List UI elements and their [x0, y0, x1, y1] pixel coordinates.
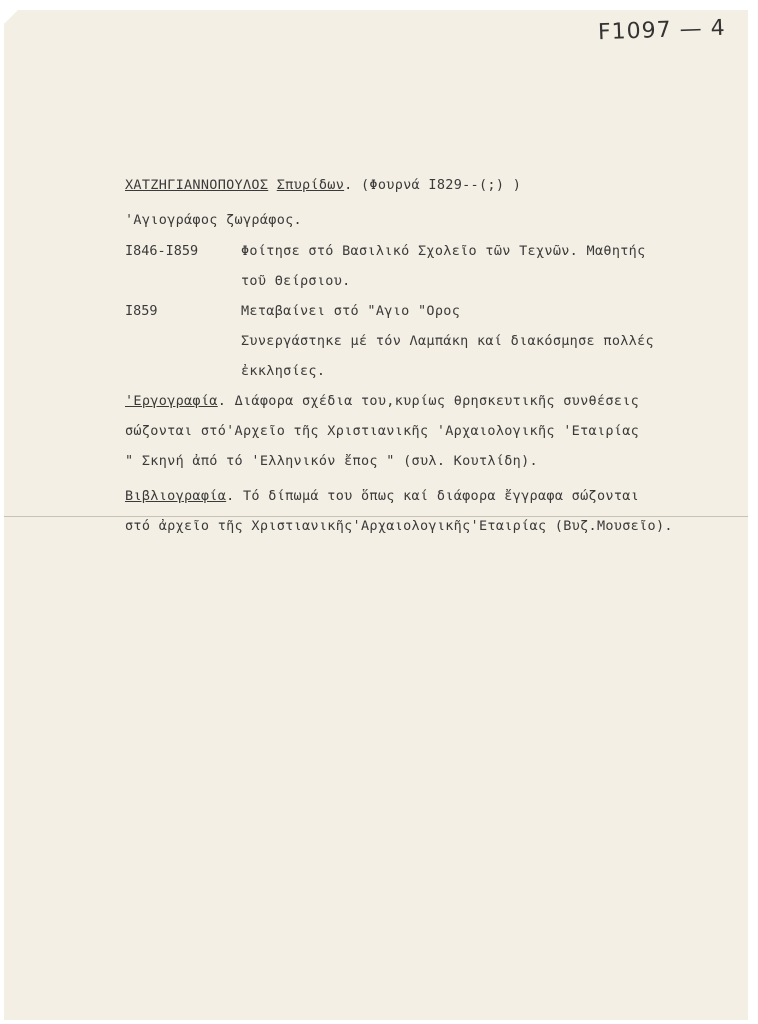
- works-text: . Διάφορα σχέδια του,κυρίως θρησκευτικῆς συνθέσεις: [217, 393, 640, 409]
- entry-line: Συνεργάστηκε μέ τόν Λαμπάκη καί διακόσμησε πολλές: [241, 333, 654, 349]
- bibliography-label: Βιβλιογραφία: [125, 488, 227, 504]
- bibliography-text: . Τό δίπωμά του ὅπως καί διάφορα ἔγγραφα σώζονται: [226, 488, 640, 504]
- works-line: " Σκηνή ἀπό τό 'Ελληνικόν ἔπος " (συλ. Κουτλίδη).: [125, 453, 538, 469]
- bibliography-line: [125, 488, 639, 504]
- entry-line: τοῦ Θείρσιου.: [241, 273, 351, 289]
- entry-line: Μεταβαίνει στό "Αγιο "Ορος: [241, 303, 461, 319]
- surname: ΧΑΤΖΗΓΙΑΝΝΟΠΟΥΛΟΣ: [125, 177, 269, 193]
- header-rest: . (Φουρνά I829--(;) ): [344, 177, 522, 193]
- header-line: [125, 177, 521, 193]
- entry-line: ἐκκλησίες.: [241, 363, 326, 379]
- profession: 'Αγιογράφος ζωγράφος.: [125, 212, 302, 228]
- entry-date: I846-I859: [125, 243, 199, 259]
- entry-line: Φοίτησε στό Βασιλικό Σχολεῖο τῶν Τεχνῶν. Μαθητής: [241, 243, 646, 259]
- archive-annotation: F1097 — 4: [597, 15, 727, 46]
- fold-line: [4, 516, 748, 517]
- given-name: Σπυρίδων: [276, 177, 345, 193]
- paper-sheet: [4, 10, 748, 1020]
- bibliography-line: στό ἀρχεῖο τῆς Χριστιανικῆς'Αρχαιολογικῆς'Εταιρίας (Βυζ.Μουσεῖο).: [125, 518, 673, 534]
- works-label: 'Εργογραφία: [125, 393, 218, 409]
- entry-date: I859: [125, 303, 158, 319]
- works-line: [125, 393, 639, 409]
- works-line: σώζονται στό'Αρχεῖο τῆς Χριστιανικῆς 'Αρχαιολογικῆς 'Εταιρίας: [125, 423, 640, 439]
